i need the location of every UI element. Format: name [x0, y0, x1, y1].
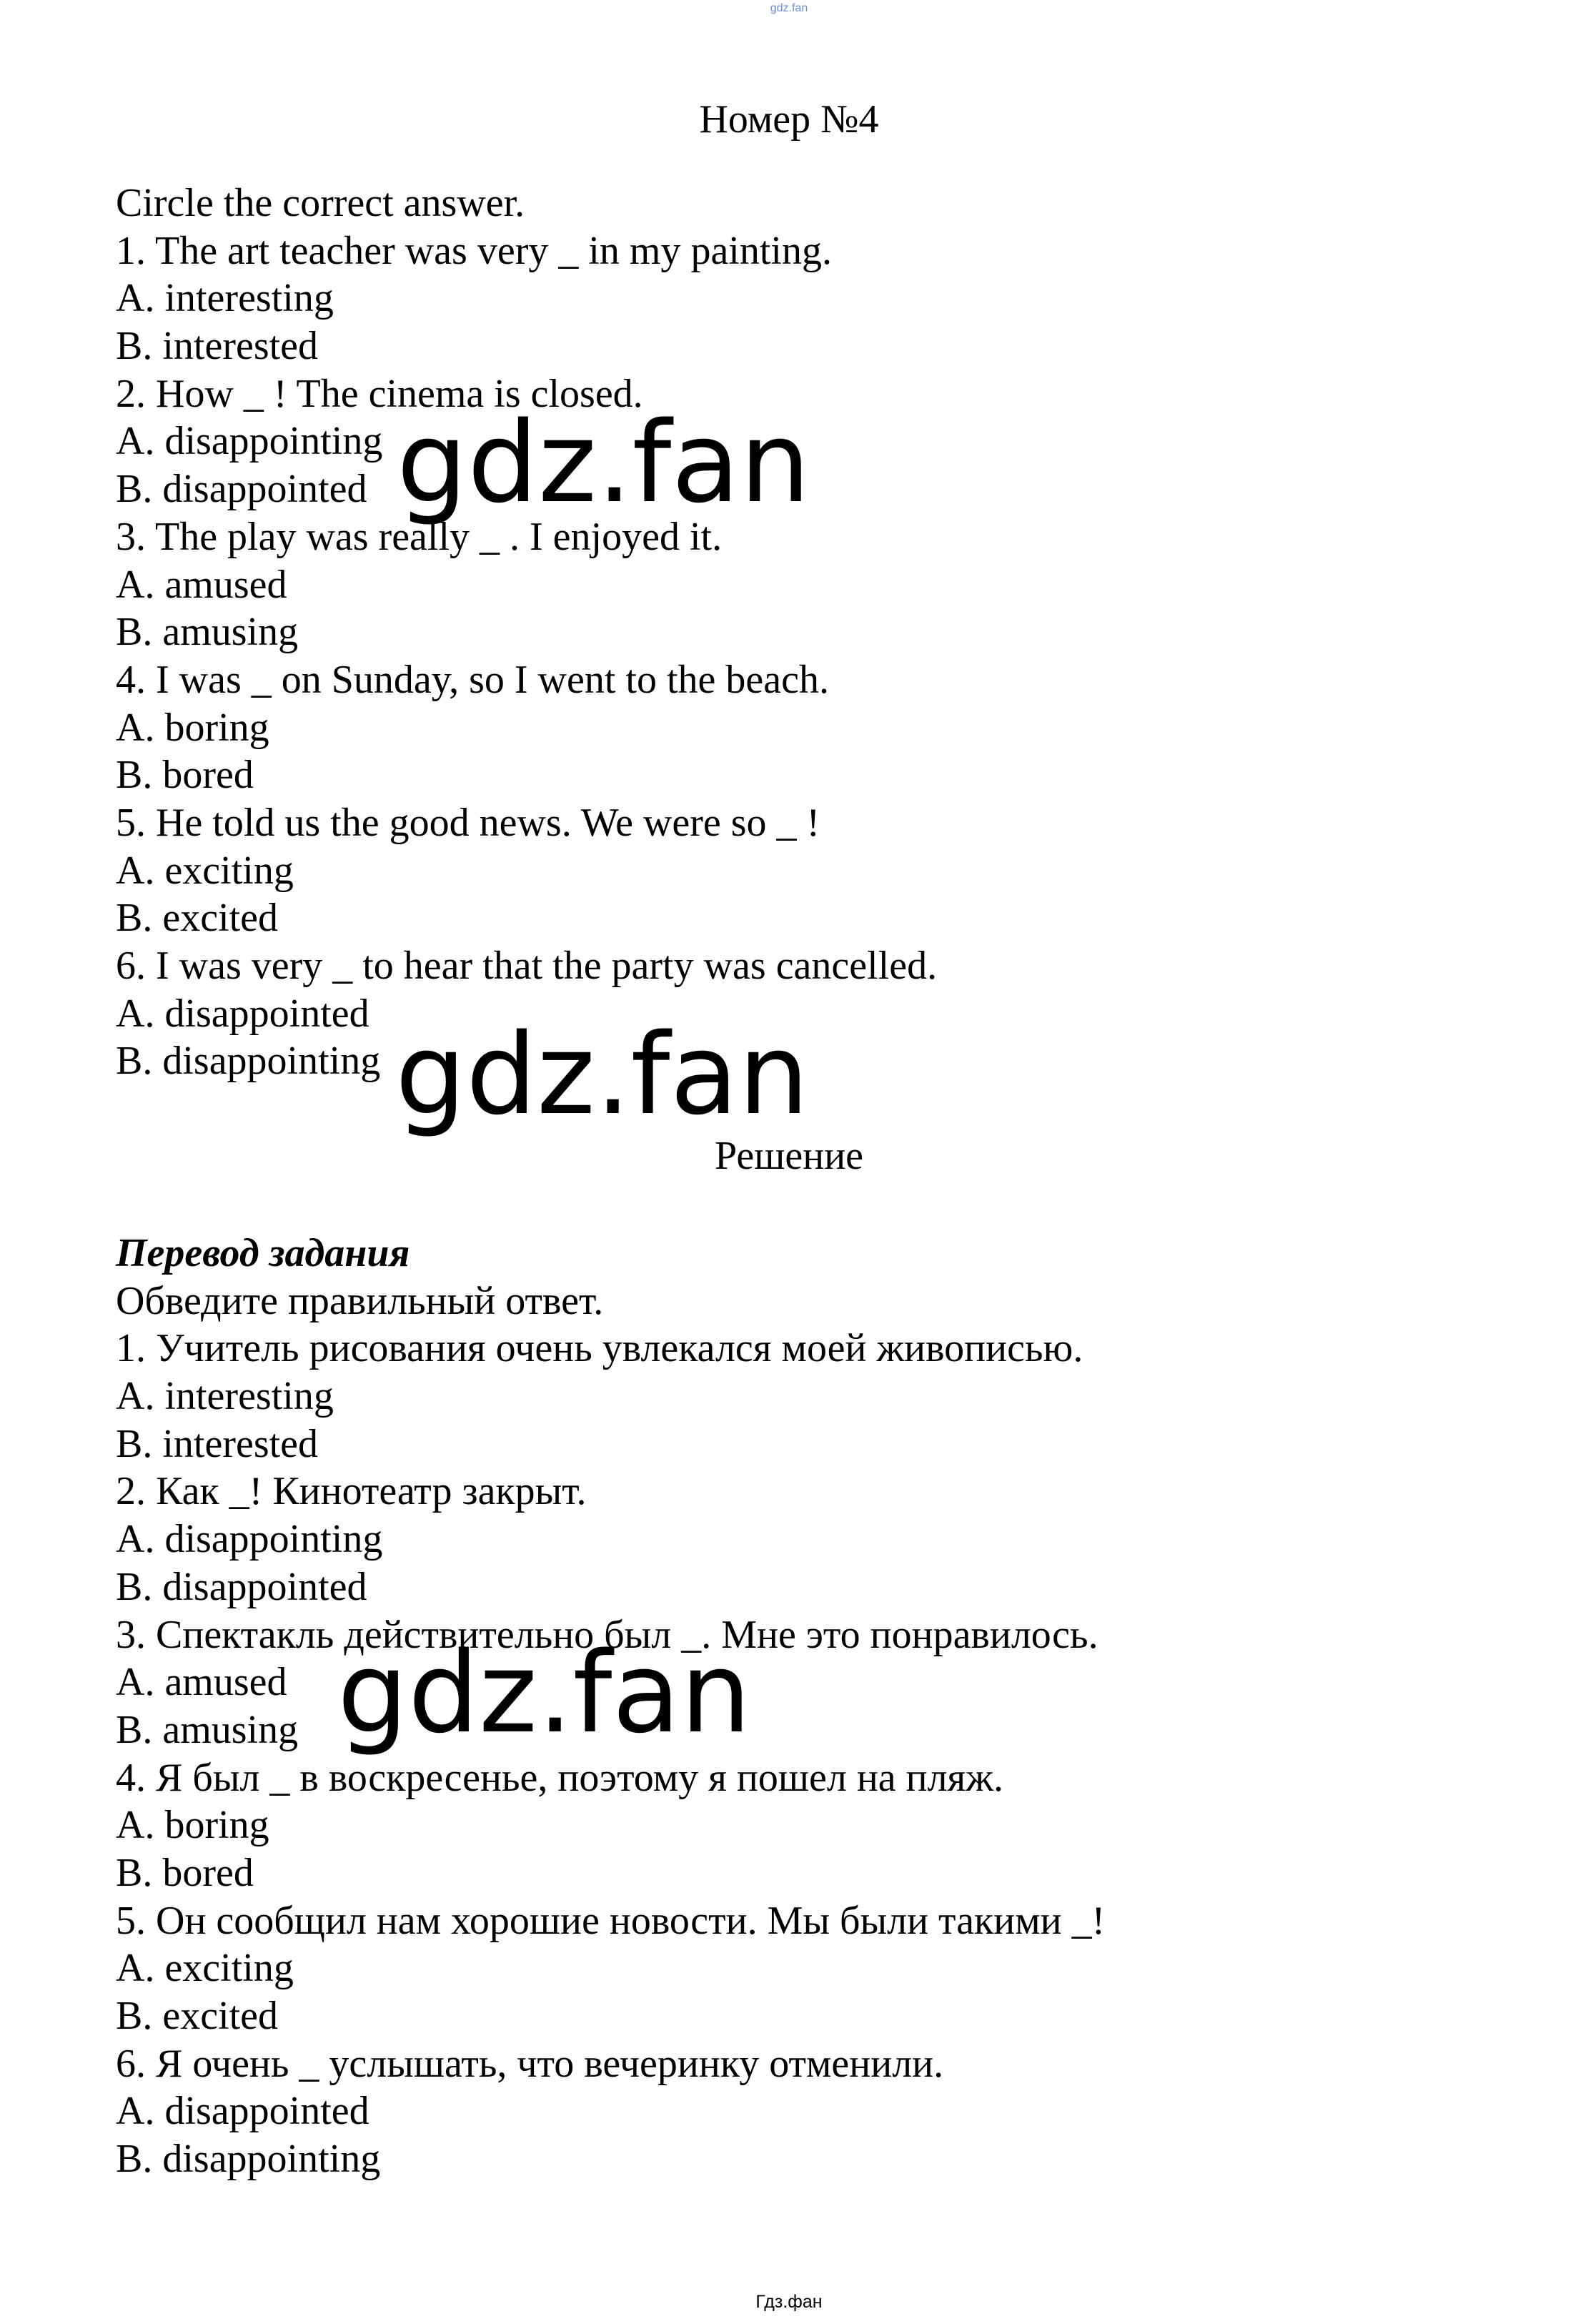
translation-option: B. excited	[116, 1994, 279, 2038]
task-question-3: 3. The play was really _ . I enjoyed it.	[116, 514, 723, 559]
page-footer: Гдз.фан	[755, 2292, 823, 2312]
translation-instruction: Обведите правильный ответ.	[116, 1278, 604, 1323]
translation-question-6: 6. Я очень _ услышать, что вечеринку отменили.	[116, 2041, 944, 2086]
translation-option: B. interested	[116, 1421, 319, 1466]
translation-option: A. boring	[116, 1803, 269, 1848]
translation-option: A. disappointing	[116, 1517, 383, 1562]
translation-option: A. amused	[116, 1660, 287, 1705]
translation-option: B. disappointing	[116, 2137, 381, 2182]
translation-option: A. exciting	[116, 1946, 294, 1991]
task-block	[116, 179, 1517, 1085]
translation-question-1: 1. Учитель рисования очень увлекался моей живописью.	[116, 1326, 1083, 1371]
task-option: A. boring	[116, 705, 269, 750]
task-option: A. disappointing	[116, 419, 383, 464]
translation-option: A. interesting	[116, 1374, 334, 1419]
translation-question-2: 2. Как _! Кинотеатр закрыт.	[116, 1469, 587, 1514]
translation-heading: Перевод задания	[116, 1231, 410, 1275]
translation-option: A. disappointed	[116, 2089, 369, 2134]
task-instruction: Circle the correct answer.	[116, 181, 525, 225]
translation-question-3: 3. Спектакль действительно был _. Мне это понравилось.	[116, 1612, 1098, 1657]
translation-question-4: 4. Я был _ в воскресенье, поэтому я пошел на пляж.	[116, 1755, 1004, 1800]
task-option: B. amusing	[116, 610, 299, 655]
solution-label: Решение	[714, 1134, 864, 1178]
page-title: Номер №4	[699, 97, 879, 142]
watermark-logo: gdz.fan	[395, 1009, 809, 1139]
task-question-6: 6. I was very _ to hear that the party was cancelled.	[116, 944, 938, 988]
task-question-2: 2. How _ ! The cinema is closed.	[116, 371, 643, 416]
translation-option: B. amusing	[116, 1707, 299, 1752]
task-option: A. exciting	[116, 848, 294, 893]
task-option: B. interested	[116, 324, 319, 369]
task-option: B. disappointed	[116, 467, 367, 512]
task-option: A. disappointed	[116, 991, 369, 1036]
translation-question-5: 5. Он сообщил нам хорошие новости. Мы были такими _!	[116, 1898, 1106, 1943]
task-question-5: 5. He told us the good news. We were so _ !	[116, 800, 820, 845]
watermark-logo: gdz.fan	[397, 397, 810, 528]
task-option: B. bored	[116, 753, 254, 798]
top-watermark-text: gdz.fan	[770, 2, 808, 14]
task-question-4: 4. I was _ on Sunday, so I went to the beach.	[116, 657, 829, 702]
task-option: B. disappointing	[116, 1039, 381, 1084]
task-question-1: 1. The art teacher was very _ in my painting.	[116, 228, 832, 273]
translation-option: B. bored	[116, 1850, 254, 1895]
task-option: A. interesting	[116, 276, 334, 321]
task-option: B. excited	[116, 896, 279, 941]
task-option: A. amused	[116, 562, 287, 607]
translation-option: B. disappointed	[116, 1564, 367, 1609]
watermark-logo: gdz.fan	[337, 1628, 751, 1758]
translation-block	[116, 1230, 1517, 2183]
